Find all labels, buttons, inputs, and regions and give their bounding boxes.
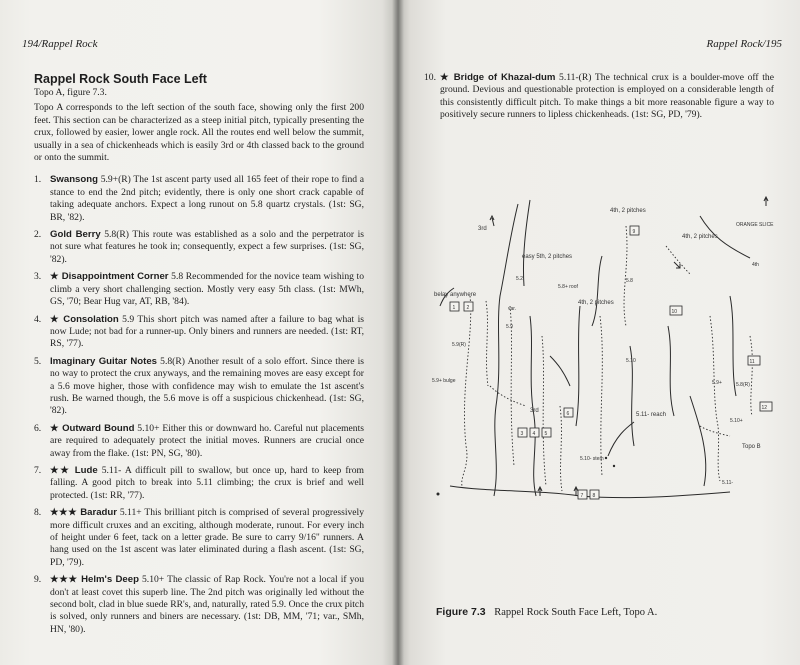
route-number: 2.: [34, 229, 42, 241]
route-description: The classic of Rap Rock. You're not a local if you don't at least covet this superb line. The 2nd pitch was originally led without the second bolt, clad in blue suede RR's, and, naturally, rated 5.9. Once the crux pitch is solved, only runners and biners are necessary. (1st: DB, MM, '71; var., SMh, HN, '80).: [50, 574, 364, 635]
topo-label-grade: 5.9: [506, 324, 513, 330]
route-item: [424, 72, 774, 122]
topo-label-4th-top: 4th, 2 pitches: [610, 208, 646, 214]
topo-label-grade: 5.10+: [730, 418, 743, 424]
route-number: 8.: [34, 507, 42, 519]
topo-rock-lines: [440, 200, 750, 498]
section-title: Rappel Rock South Face Left: [34, 72, 207, 86]
topo-marker: 5: [544, 431, 548, 437]
topo-label-bulge: 5.9+ bulge: [432, 378, 456, 384]
route-number: 10.: [424, 72, 436, 83]
topo-label-stem: 5.10- stem: [580, 456, 604, 462]
topo-label-grade: 5.11-: [722, 480, 734, 486]
topo-marker: 11: [749, 359, 755, 365]
topo-label-orange-slice: ORANGE SLICE: [736, 222, 774, 228]
route-description: This brilliant pitch is comprised of several progressively more difficult cruxes and an exciting, although moderate, runout. For every inch of height under 6 feet, tack on a letter grade. Be sure to carry 9/16" runners. A hang used on the 1st ascent was later eliminated during a flash ascent. (1st: SG, PD, '79).: [50, 507, 365, 568]
left-page-body: [34, 72, 364, 641]
route-item: [34, 574, 364, 636]
topo-marker: 10: [671, 309, 678, 315]
topo-label-3rd: 3rd: [478, 226, 487, 232]
route-grade: 5.8: [171, 271, 184, 283]
route-grade: 5.10+: [137, 422, 160, 434]
route-number: 7.: [34, 464, 42, 476]
intro-paragraph: Topo A corresponds to the left section of the south face, showing only the first 200 feet. This section can be characterized as a steep initial pitch, typically presenting the crux, followed by easier, lower angle rock. All the routes end well below the summit, usually in a sea of chickenheads which is easily 3rd or 4th classed back to the ground or onto the summit.: [34, 102, 364, 164]
route-item: [34, 507, 364, 569]
topo-label-4th-mid: 4th, 2 pitches: [578, 300, 614, 306]
topo-label-3rd-lower: 3rd: [530, 408, 539, 414]
topo-features: [437, 197, 769, 496]
figure-label: Figure 7.3: [436, 606, 486, 618]
topo-marker: 2: [466, 305, 470, 311]
route-grade: 5.10+: [142, 574, 165, 586]
figure-caption-text: Rappel Rock South Face Left, Topo A.: [494, 607, 658, 618]
route-name: ★★★ Baradur: [50, 507, 117, 519]
route-item: [34, 465, 364, 502]
route-number: 6.: [34, 422, 42, 434]
route-grade: 5.11-: [101, 464, 122, 476]
topo-label-reach: 5.11- reach: [636, 412, 666, 418]
topo-label-4th-right: 4th, 2 pitches: [682, 234, 718, 240]
topo-label-topo-b: Topo B: [742, 444, 761, 450]
topo-label-grade: 5.8: [626, 278, 633, 284]
route-grade: 5.8(R): [104, 229, 129, 241]
route-number: 5.: [34, 355, 42, 367]
topo-label-grade: 5.2: [516, 276, 523, 282]
route-description: The 1st ascent party used all 165 feet of their rope to find a stance to end the 2nd pitch; evidently, there is only one short crack capable of taking adequate anchors. Expect a long runout on 5.8 quartz crystals. (1st: SG, BR, '82).: [50, 174, 364, 223]
route-list: [34, 174, 364, 636]
route-number: 4.: [34, 313, 42, 325]
route-grade: 5.11+: [119, 507, 142, 519]
topo-label-grade: 5.9(R): [452, 342, 466, 348]
route-description: Recommended for the novice team wishing to climb a very short challenging section. Mostly very easy 5th class. (1st: MWh, GS, '70; Bear Hug var, AT, RB, '84).: [50, 271, 364, 308]
route-name: Imaginary Guitar Notes: [50, 355, 158, 367]
route-grade: 5.8(R): [160, 355, 185, 367]
route-item: [34, 356, 364, 418]
route-description: The technical crux is a boulder-move off the ground. Devious and questionable protection is employed on a considerable length of this consistently difficult pitch. To make things a bit more reasonable figure a way to positively secure runners to lipless chickenheads. (1st: SG, PD, '79).: [440, 72, 774, 121]
topo-label-grade: 5.9+: [712, 380, 722, 386]
topo-label-roof: 5.8+ roof: [558, 284, 578, 290]
topo-label-grade: 5.10: [626, 358, 636, 364]
topo-marker: 8: [592, 493, 596, 499]
route-description: Another result of a solo effort. Since there is no way to protect the crux anyways, and the remaining moves are easy except for a 5.6 move higher, those with confidence may wish to emulate the 1st ascent's rush. Be warned though, the 5.6 move is off a suspicious chickenhead. (1st: SG, '82).: [50, 355, 365, 417]
route-grade: 5.9+(R): [100, 174, 131, 186]
topo-labels: [432, 208, 774, 486]
route-item: [34, 229, 364, 266]
route-item: [34, 423, 364, 460]
topo-marker: 6: [566, 411, 570, 417]
topo-label-var: var.: [508, 306, 517, 312]
right-page-body: [424, 72, 774, 127]
book-gutter: [392, 0, 404, 665]
route-number: 1.: [34, 174, 42, 186]
topo-label-4th: 4th: [752, 262, 759, 268]
route-description: Either this or downward ho. Careful nut placements are required to adequately protect the initial moves. Runners are crucial once away from the flake. (1st: PN, SG, '80).: [50, 422, 364, 459]
route-name: ★ Outward Bound: [50, 422, 135, 434]
topo-marker: 3: [520, 431, 524, 437]
route-name: Swansong: [50, 174, 98, 186]
route-name: ★ Disappointment Corner: [50, 271, 169, 283]
topo-label-belay: belay anywhere: [434, 292, 477, 298]
route-name: ★ Consolation: [50, 313, 119, 325]
route-name: Gold Berry: [50, 229, 101, 241]
topo-diagram: [430, 196, 776, 518]
topo-marker: 7: [580, 493, 584, 499]
route-number: 3.: [34, 271, 42, 283]
route-item: [34, 314, 364, 351]
route-description: This route was established as a solo and the perpetrator is not sure what features he took in; consequently, expect a few surprises. (1st: SG, '82).: [50, 229, 364, 265]
route-description: A difficult pill to swallow, but once up, hard to keep from falling. A good pitch to break into 5.11 climbing; the crux is brief and well protected. (1st: RR, '77).: [50, 464, 364, 501]
section-subtitle: Topo A, figure 7.3.: [34, 87, 107, 98]
route-name: ★★ Lude: [50, 464, 98, 476]
topo-label-grade: 5.8(R): [736, 382, 750, 388]
figure-caption: [436, 606, 657, 618]
topo-label-easy5th: easy 5th, 2 pitches: [522, 254, 573, 260]
topo-marker: 9: [632, 229, 636, 235]
route-item: [34, 271, 364, 308]
left-page: [0, 0, 398, 665]
route-description: This short pitch was named after a failure to bag what is now Lude; not bad for a runner-up. Only biners and runners are needed. (1st: RT, RS, '77).: [50, 313, 364, 350]
running-head-right: Rappel Rock/195: [706, 38, 782, 50]
route-number: 9.: [34, 574, 42, 586]
route-grade: 5.11-(R): [559, 72, 592, 83]
topo-marker: 12: [761, 405, 768, 411]
right-page: [398, 0, 800, 665]
route-grade: 5.9: [122, 313, 135, 325]
route-name: ★ Bridge of Khazal-dum: [440, 72, 556, 83]
route-item: [34, 174, 364, 224]
running-head-left: 194/Rappel Rock: [22, 38, 98, 50]
topo-marker: 1: [452, 305, 456, 311]
topo-marker: 4: [532, 431, 536, 437]
route-name: ★★★ Helm's Deep: [50, 574, 139, 586]
